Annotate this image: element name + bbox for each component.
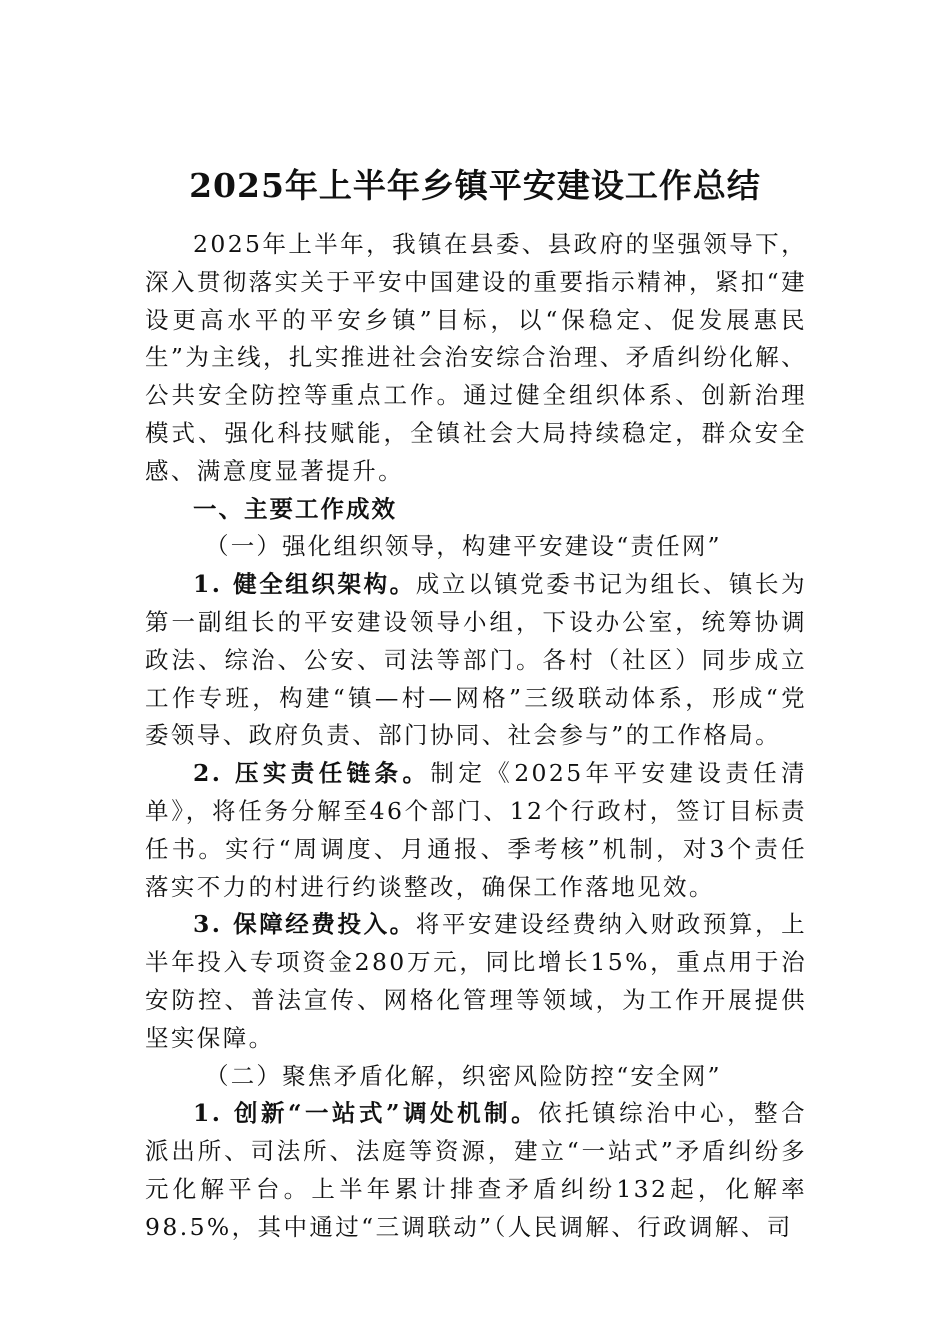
item-lead: 1. 健全组织架构。 xyxy=(193,570,416,599)
item-lead: 2. 压实责任链条。 xyxy=(193,759,431,788)
document-body xyxy=(145,226,807,1247)
document-title: 2025年上半年乡镇平安建设工作总结 xyxy=(189,166,761,205)
item-lead: 1. 创新“一站式”调处机制。 xyxy=(193,1099,539,1128)
item-text: 制定《2025年平安建设责任清单》，将任务分解至46个部门、12个行政村，签订目标责任书。实行“周调度、月通报、季考核”机制，对3个责任落实不力的村进行约谈整改，确保工作落地见效。 xyxy=(145,759,807,901)
item-paragraph-organization-structure xyxy=(145,566,807,755)
item-text: 成立以镇党委书记为组长、镇长为第一副组长的平安建设领导小组，下设办公室，统筹协调政法、综治、公安、司法等部门。各村（社区）同步成立工作专班，构建“镇—村—网格”三级联动体系，形成“党委领导、政府负责、部门协同、社会参与”的工作格局。 xyxy=(145,570,808,750)
item-paragraph-responsibility-chain xyxy=(145,755,807,906)
item-text: 依托镇综治中心，整合派出所、司法所、法庭等资源，建立“一站式”矛盾纠纷多元化解平台。上半年累计排查矛盾纠纷132起，化解率98.5%，其中通过“三调联动”（人民调解、行政调解、司 xyxy=(145,1099,807,1241)
subsection-heading-conflict-resolution: （二）聚焦矛盾化解，织密风险防控“安全网” xyxy=(205,1061,722,1090)
item-lead: 3. 保障经费投入。 xyxy=(193,910,416,939)
item-text: 将平安建设经费纳入财政预算，上半年投入专项资金280万元，同比增长15%，重点用于治安防控、普法宣传、网格化管理等领域，为工作开展提供坚实保障。 xyxy=(145,910,808,1052)
section-heading-main-achievements: 一、主要工作成效 xyxy=(193,494,397,523)
item-paragraph-one-stop-mechanism xyxy=(145,1095,807,1246)
subsection-heading-organization: （一）强化组织领导，构建平安建设“责任网” xyxy=(205,532,722,561)
intro-paragraph: 2025年上半年，我镇在县委、县政府的坚强领导下，深入贯彻落实关于平安中国建设的重要指示精神，紧扣“建设更高水平的平安乡镇”目标，以“保稳定、促发展惠民生”为主线，扎实推进社会治安综合治理、矛盾纠纷化解、公共安全防控等重点工作。通过健全组织体系、创新治理模式、强化科技赋能，全镇社会大局持续稳定，群众安全感、满意度显著提升。 xyxy=(145,230,807,485)
item-paragraph-funding xyxy=(145,906,807,1057)
